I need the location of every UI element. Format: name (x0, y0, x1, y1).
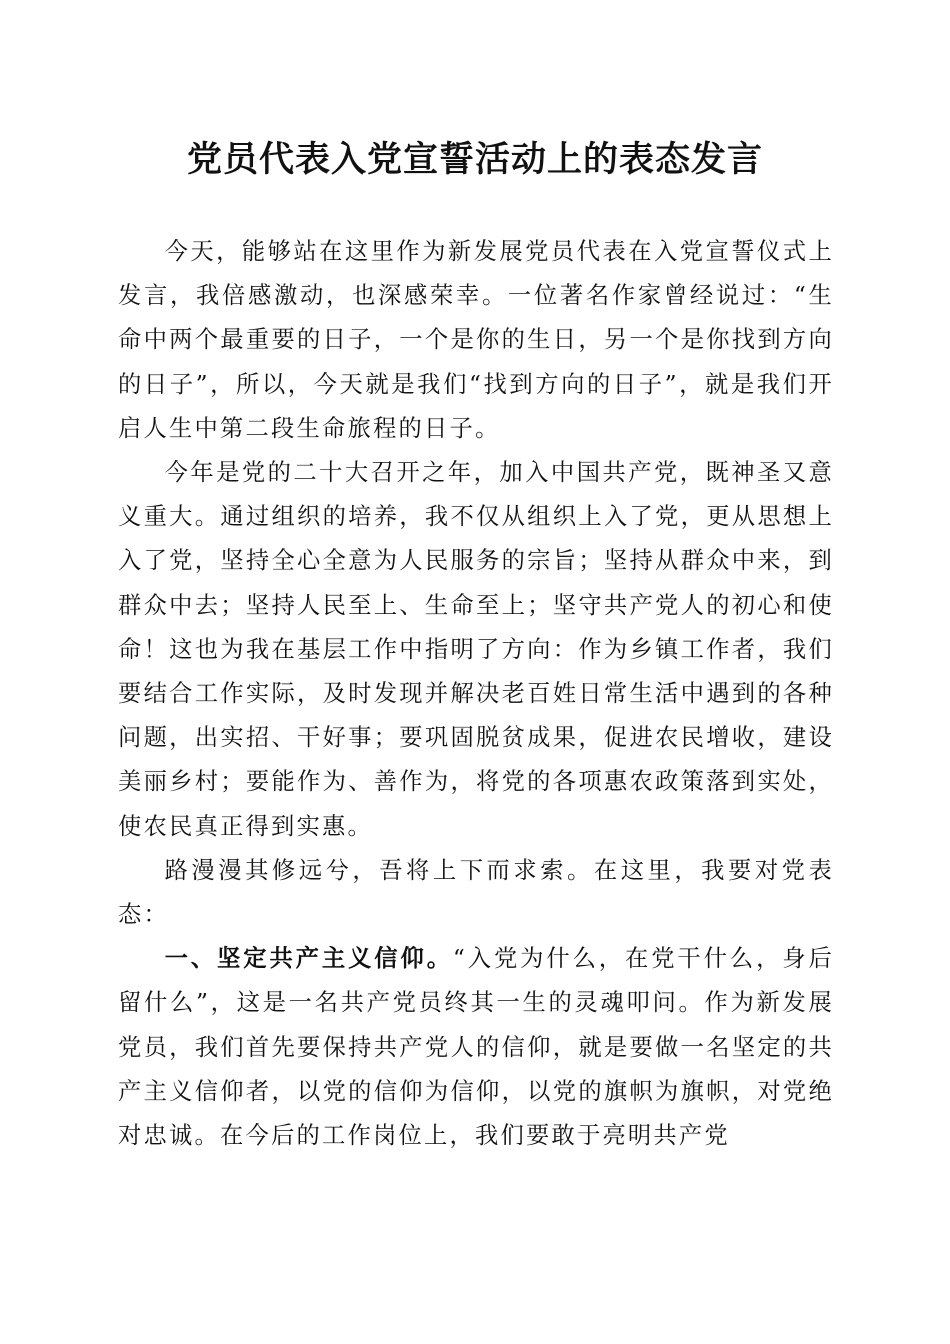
paragraph-intro (118, 230, 834, 451)
paragraph-text: “入党为什么，在党干什么，身后留什么”，这是一名共产党员终其一生的灵魂叩问。作为新发展党员，我们首先要保持共产党人的信仰，就是要做一名坚定的共产主义信仰者，以党的信仰为信仰，以党的旗帜为旗帜，对党绝对忠诚。在今后的工作岗位上，我们要敢于亮明共产党 (118, 945, 834, 1150)
paragraph-text: 今天，能够站在这里作为新发展党员代表在入党宣誓仪式上发言，我倍感激动，也深感荣幸。一位著名作家曾经说过：“生命中两个最重要的日子，一个是你的生日，另一个是你找到方向的日子”，所以，今天就是我们“找到方向的日子”，就是我们开启人生中第二段生命旅程的日子。 (118, 238, 834, 442)
paragraph-text: 路漫漫其修远兮，吾将上下而求索。在这里，我要对党表态： (118, 856, 834, 929)
page-title: 党员代表入党宣誓活动上的表态发言 (186, 140, 763, 180)
paragraph-text: 今年是党的二十大召开之年，加入中国共产党，既神圣又意义重大。通过组织的培养，我不仅从组织上入了党，更从思想上入了党，坚持全心全意为人民服务的宗旨；坚持从群众中来，到群众中去；坚持人民至上、生命至上；坚守共产党人的初心和使命！这也为我在基层工作中指明了方向：作为乡镇工作者，我们要结合工作实际，及时发现并解决老百姓日常生活中遇到的各种问题，出实招、干好事；要巩固脱贫成果，促进农民增收，建设美丽乡村；要能作为、善作为，将党的各项惠农政策落到实处，使农民真正得到实惠。 (118, 459, 834, 840)
paragraph-significance (118, 451, 834, 849)
paragraph-point-one (118, 937, 834, 1158)
point-heading: 一、坚定共产主义信仰。 (164, 945, 453, 973)
document-body (118, 230, 834, 1158)
paragraph-pledge-intro (118, 849, 834, 937)
